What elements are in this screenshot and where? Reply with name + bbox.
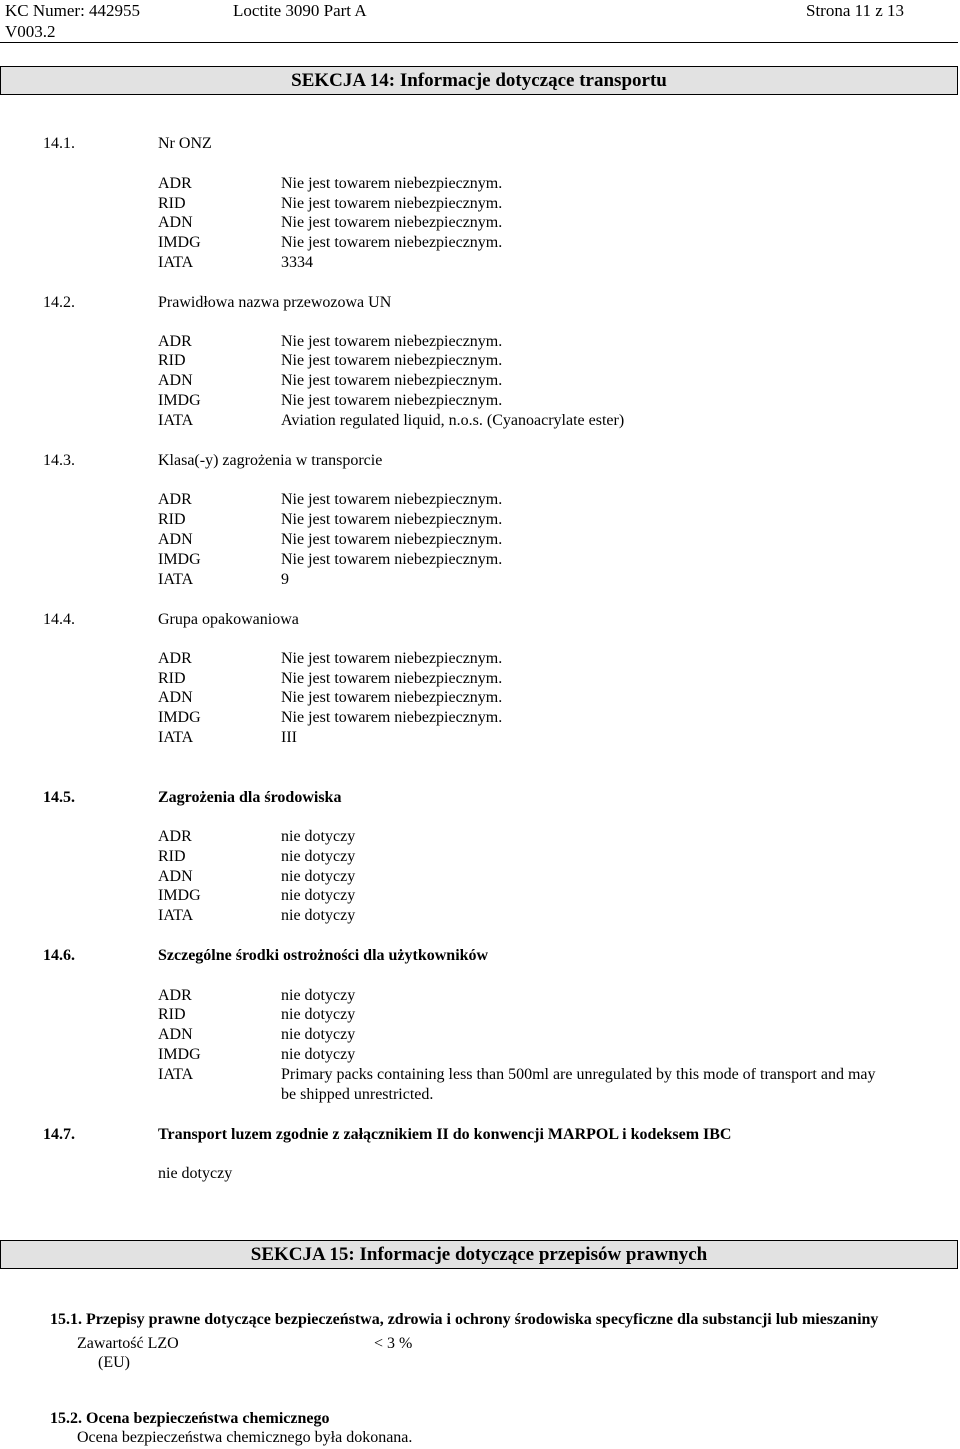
transport-value: III xyxy=(281,729,297,746)
subsection-title: Szczególne środki ostrożności dla użytkowników xyxy=(158,947,489,964)
transport-code: ADR xyxy=(158,828,192,845)
transport-value: Nie jest towarem niebezpiecznym. xyxy=(281,372,503,389)
transport-value: Nie jest towarem niebezpiecznym. xyxy=(281,234,503,251)
transport-value: 3334 xyxy=(281,254,313,271)
subsection-title: Grupa opakowaniowa xyxy=(158,611,299,628)
kc-number: KC Numer: 442955 xyxy=(5,1,141,20)
transport-value: nie dotyczy xyxy=(281,868,356,885)
transport-value: Nie jest towarem niebezpiecznym. xyxy=(281,491,503,508)
voc-content-value: < 3 % xyxy=(374,1335,413,1352)
marpol-value: nie dotyczy xyxy=(158,1165,233,1182)
transport-code: RID xyxy=(158,195,186,212)
transport-code: ADR xyxy=(158,333,192,350)
transport-value: Nie jest towarem niebezpiecznym. xyxy=(281,214,503,231)
transport-code: ADR xyxy=(158,491,192,508)
version: V003.2 xyxy=(5,22,56,41)
transport-value: Nie jest towarem niebezpiecznym. xyxy=(281,333,503,350)
transport-value: Nie jest towarem niebezpiecznym. xyxy=(281,511,503,528)
transport-code: ADN xyxy=(158,531,193,548)
transport-code: IATA xyxy=(158,571,194,588)
subsection-number: 14.1. xyxy=(43,135,75,152)
transport-code: IATA xyxy=(158,729,194,746)
transport-code: ADN xyxy=(158,1026,193,1043)
subsection-number: 14.2. xyxy=(43,294,75,311)
subsection-heading: 15.2. Ocena bezpieczeństwa chemicznego xyxy=(50,1410,330,1427)
transport-code: ADN xyxy=(158,868,193,885)
transport-value: nie dotyczy xyxy=(281,1026,356,1043)
transport-code: RID xyxy=(158,511,186,528)
section-15-title: SEKCJA 15: Informacje dotyczące przepisów prawnych xyxy=(0,1240,958,1269)
subsection-number: 14.4. xyxy=(43,611,75,628)
subsection-title: Klasa(-y) zagrożenia w transporcie xyxy=(158,452,383,469)
transport-code: ADR xyxy=(158,175,192,192)
subsection-title: Transport luzem zgodnie z załącznikiem II do konwencji MARPOL i kodeksem IBC xyxy=(158,1126,732,1143)
page-number: Strona 11 z 13 xyxy=(806,1,905,20)
transport-code: IMDG xyxy=(158,234,201,251)
chemical-safety-text: Ocena bezpieczeństwa chemicznego była dokonana. xyxy=(77,1429,413,1446)
transport-value: Primary packs containing less than 500ml are unregulated by this mode of transport and may be shipped unrestricted. xyxy=(281,1066,876,1103)
subsection-title: Nr ONZ xyxy=(158,135,212,152)
transport-code: IMDG xyxy=(158,392,201,409)
subsection-title: Prawidłowa nazwa przewozowa UN xyxy=(158,294,392,311)
voc-content-label: Zawartość LZO xyxy=(77,1335,179,1352)
transport-value: Nie jest towarem niebezpiecznym. xyxy=(281,392,503,409)
transport-code: IATA xyxy=(158,1066,194,1083)
transport-code: ADN xyxy=(158,689,193,706)
transport-code: ADR xyxy=(158,987,192,1004)
transport-code: IATA xyxy=(158,254,194,271)
voc-content-label-eu: (EU) xyxy=(98,1354,130,1371)
transport-value: nie dotyczy xyxy=(281,987,356,1004)
transport-value: Nie jest towarem niebezpiecznym. xyxy=(281,709,503,726)
transport-value: 9 xyxy=(281,571,289,588)
transport-value: nie dotyczy xyxy=(281,1006,356,1023)
transport-code: ADN xyxy=(158,214,193,231)
subsection-heading: 15.1. Przepisy prawne dotyczące bezpieczeństwa, zdrowia i ochrony środowiska specyficzne dla substancji lub mieszaniny xyxy=(50,1311,879,1328)
transport-value: Nie jest towarem niebezpiecznym. xyxy=(281,352,503,369)
transport-code: IMDG xyxy=(158,709,201,726)
transport-code: IMDG xyxy=(158,1046,201,1063)
transport-value: nie dotyczy xyxy=(281,828,356,845)
subsection-title: Zagrożenia dla środowiska xyxy=(158,789,342,806)
transport-value: nie dotyczy xyxy=(281,848,356,865)
transport-value: Nie jest towarem niebezpiecznym. xyxy=(281,670,503,687)
header-rule xyxy=(0,42,958,43)
transport-code: RID xyxy=(158,848,186,865)
transport-value: Nie jest towarem niebezpiecznym. xyxy=(281,551,503,568)
transport-value: nie dotyczy xyxy=(281,907,356,924)
transport-value: nie dotyczy xyxy=(281,887,356,904)
subsection-number: 14.5. xyxy=(43,789,75,806)
transport-value: Nie jest towarem niebezpiecznym. xyxy=(281,689,503,706)
product-name: Loctite 3090 Part A xyxy=(233,1,367,20)
section-14-title: SEKCJA 14: Informacje dotyczące transportu xyxy=(0,66,958,95)
transport-code: IATA xyxy=(158,907,194,924)
transport-value: Nie jest towarem niebezpiecznym. xyxy=(281,531,503,548)
transport-code: RID xyxy=(158,1006,186,1023)
transport-code: IMDG xyxy=(158,887,201,904)
transport-value: nie dotyczy xyxy=(281,1046,356,1063)
transport-value: Nie jest towarem niebezpiecznym. xyxy=(281,175,503,192)
transport-value: Nie jest towarem niebezpiecznym. xyxy=(281,195,503,212)
subsection-number: 14.7. xyxy=(43,1126,75,1143)
subsection-number: 14.3. xyxy=(43,452,75,469)
transport-value: Aviation regulated liquid, n.o.s. (Cyanoacrylate ester) xyxy=(281,412,625,429)
transport-code: IMDG xyxy=(158,551,201,568)
transport-code: ADR xyxy=(158,650,192,667)
transport-code: IATA xyxy=(158,412,194,429)
transport-code: RID xyxy=(158,352,186,369)
transport-value: Nie jest towarem niebezpiecznym. xyxy=(281,650,503,667)
transport-code: ADN xyxy=(158,372,193,389)
subsection-number: 14.6. xyxy=(43,947,75,964)
transport-code: RID xyxy=(158,670,186,687)
